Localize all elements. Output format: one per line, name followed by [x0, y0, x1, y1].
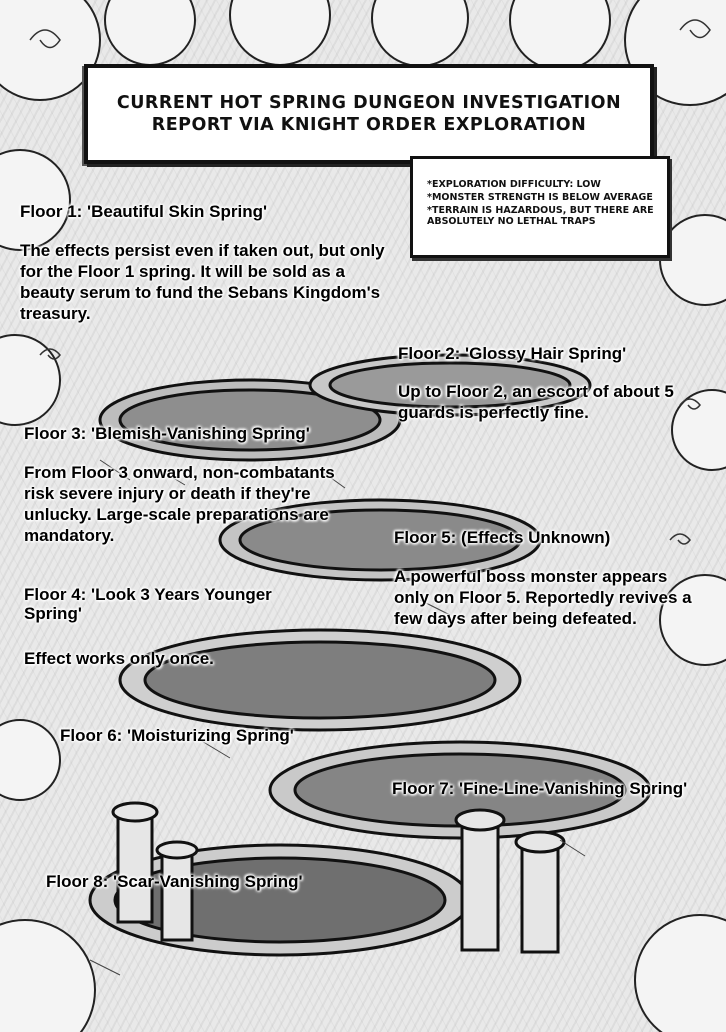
floor-3-description: From Floor 3 onward, non-combatants risk severe injury or death if they're unlucky. Large-scale preparations are mandatory. [24, 463, 335, 545]
floor-8-title: Floor 8: 'Scar-Vanishing Spring' [46, 872, 303, 891]
floor-4-description: Effect works only once. [24, 649, 214, 668]
report-banner [84, 64, 654, 164]
floor-5-title: Floor 5: (Effects Unknown) [394, 528, 611, 547]
floor-6-title: Floor 6: 'Moisturizing Spring' [60, 726, 294, 745]
floor-2-description: Up to Floor 2, an escort of about 5 guards is perfectly fine. [398, 382, 674, 422]
floor-1-description: The effects persist even if taken out, but only for the Floor 1 spring. It will be sold as a beauty serum to fund the Sebans Kingdom's treasury. [20, 241, 385, 323]
banner-title: CURRENT HOT SPRING DUNGEON INVESTIGATION REPORT VIA KNIGHT ORDER EXPLORATION [116, 93, 622, 135]
floor-3-title: Floor 3: 'Blemish-Vanishing Spring' [24, 424, 310, 443]
floor-1-title: Floor 1: 'Beautiful Skin Spring' [20, 202, 268, 221]
note-monster-strength: *MONSTER STRENGTH IS BELOW AVERAGE [427, 192, 653, 203]
floor-2-title: Floor 2: 'Glossy Hair Spring' [398, 344, 627, 363]
note-terrain: *TERRAIN IS HAZARDOUS, BUT THERE ARE ABSOLUTELY NO LETHAL TRAPS [427, 205, 654, 227]
floor-4-title: Floor 4: 'Look 3 Years Younger Spring' [24, 585, 272, 623]
floor-5-description: A powerful boss monster appears only on Floor 5. Reportedly revives a few days after being defeated. [394, 567, 692, 628]
note-difficulty: *EXPLORATION DIFFICULTY: LOW [427, 179, 601, 190]
floor-7-title: Floor 7: 'Fine-Line-Vanishing Spring' [392, 779, 688, 798]
exploration-notes-box [410, 156, 670, 258]
